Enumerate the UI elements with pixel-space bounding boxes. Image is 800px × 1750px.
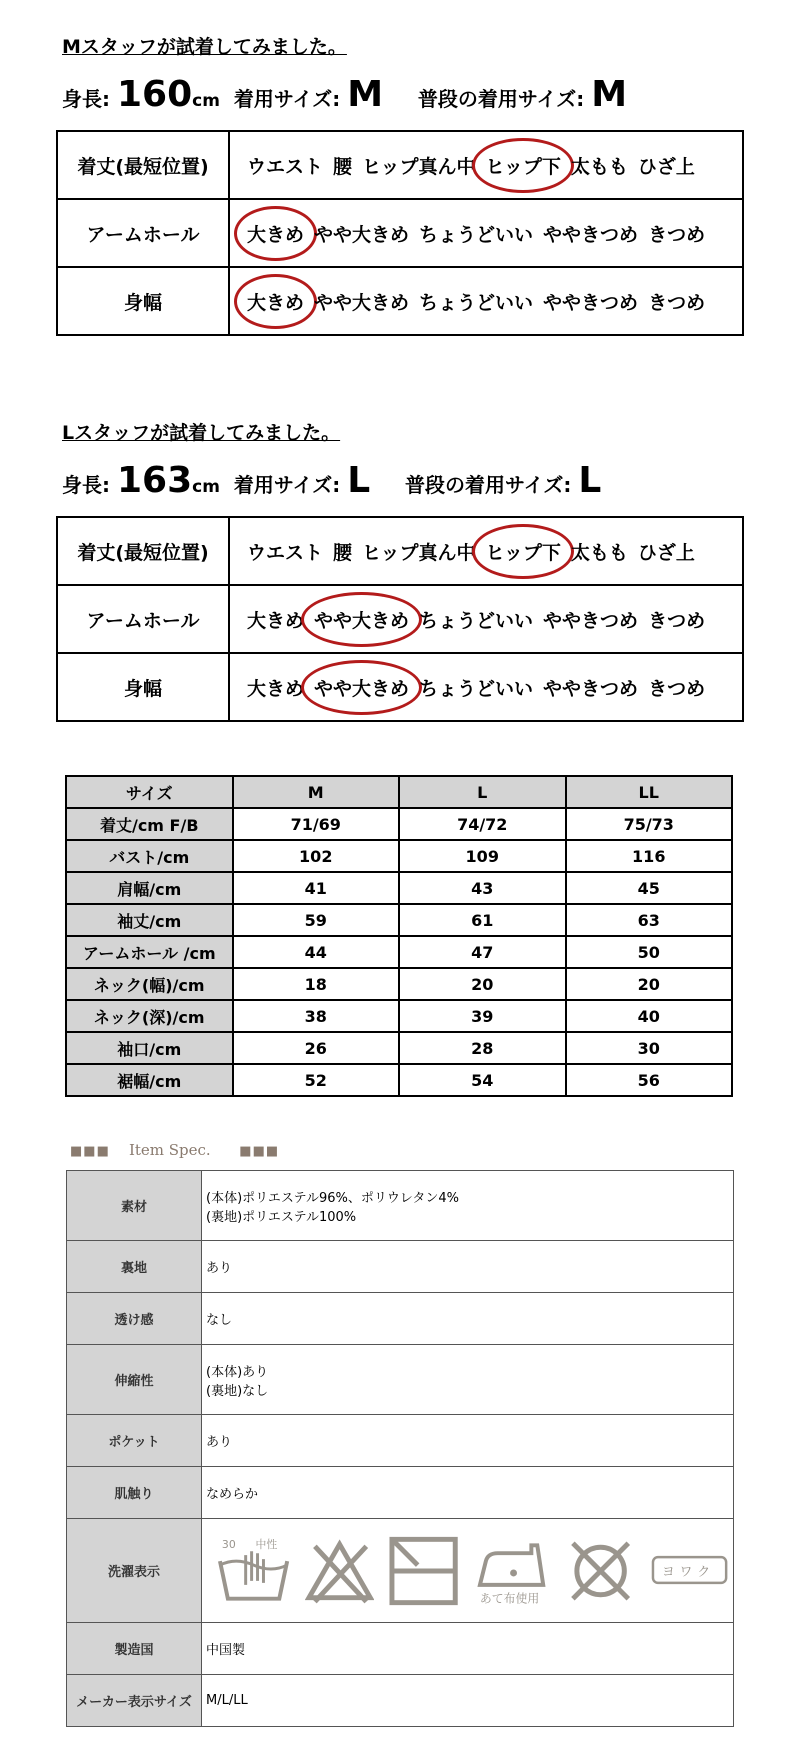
size-value: 41 (233, 872, 400, 904)
size-row (66, 904, 732, 936)
staff-l-title: Lスタッフが試着してみました。 (62, 422, 341, 444)
fit-option: 大きめ (247, 677, 305, 700)
size-value: 56 (566, 1064, 733, 1096)
spec-value-line: (裏地)なし (206, 1383, 269, 1399)
usual-size-label: 普段の着用サイズ: (417, 87, 585, 111)
size-value: 39 (399, 1000, 566, 1032)
fit-row (57, 517, 743, 585)
size-header: M (233, 776, 400, 808)
spec-label: 素材 (67, 1171, 202, 1241)
spec-value (202, 1519, 734, 1623)
fit-option: きつめ (648, 291, 706, 314)
fit-option: 腰 (333, 155, 353, 178)
fit-options (230, 606, 742, 633)
size-value: 116 (566, 840, 733, 872)
size-row (66, 1064, 732, 1096)
size-value: 43 (399, 872, 566, 904)
spec-value (202, 1293, 734, 1345)
wash-temp-text: 30 (221, 1537, 236, 1551)
fit-option: ちょうどいい (419, 609, 534, 632)
no-dry-clean-icon (565, 1535, 636, 1607)
size-row-label: 肩幅/cm (66, 872, 233, 904)
spec-row (67, 1467, 734, 1519)
size-row (66, 872, 732, 904)
fit-option: やや大きめ (314, 291, 410, 314)
size-value: 18 (233, 968, 400, 1000)
size-row (66, 1000, 732, 1032)
staff-l-size-line (62, 460, 601, 501)
size-row-label: 袖口/cm (66, 1032, 233, 1064)
size-value: 59 (233, 904, 400, 936)
fit-option-selected: やや大きめ (309, 674, 414, 701)
hand-wash-icon (216, 1535, 291, 1607)
fit-option-selected: 大きめ (242, 220, 309, 247)
staff-m-size-line (62, 74, 627, 115)
wash-note-text: 中性 (255, 1537, 278, 1551)
fit-option-selected: やや大きめ (309, 606, 414, 633)
spec-value (202, 1623, 734, 1675)
spec-label: 洗濯表示 (67, 1519, 202, 1623)
spec-value-line: なし (206, 1313, 233, 1328)
fit-row-label: アームホール (57, 199, 229, 267)
size-row-label: アームホール /cm (66, 936, 233, 968)
fit-option: ヒップ真ん中 (362, 155, 476, 178)
fit-options-cell (229, 199, 743, 267)
spec-row (67, 1415, 734, 1467)
spec-row (67, 1345, 734, 1415)
spec-row (67, 1241, 734, 1293)
size-value: 40 (566, 1000, 733, 1032)
fit-options (230, 538, 742, 565)
item-spec-heading (70, 1141, 279, 1159)
spec-value-line: M/L/LL (206, 1693, 248, 1708)
fit-option: ややきつめ (543, 609, 639, 632)
fit-option-selected: ヒップ下 (480, 538, 565, 565)
spec-value-line: あり (206, 1435, 233, 1450)
spec-value-line: 中国製 (206, 1643, 246, 1658)
spec-value (202, 1415, 734, 1467)
fit-options (230, 152, 742, 179)
fit-options-cell (229, 517, 743, 585)
fit-option: 太もも (570, 155, 628, 178)
size-value: 102 (233, 840, 400, 872)
heading-marks: ■■■ (70, 1144, 110, 1159)
fit-option: きつめ (648, 223, 706, 246)
size-value: 71/69 (233, 808, 400, 840)
size-header: L (399, 776, 566, 808)
size-row (66, 840, 732, 872)
height-unit: cm (192, 91, 220, 111)
item-spec-title: Item Spec. (128, 1141, 211, 1159)
size-row-label: 着丈/cm F/B (66, 808, 233, 840)
wear-size-label: 着用サイズ: (233, 87, 341, 111)
size-row (66, 936, 732, 968)
size-value: 61 (399, 904, 566, 936)
size-row-label: バスト/cm (66, 840, 233, 872)
size-row (66, 968, 732, 1000)
spec-label: メーカー表示サイズ (67, 1675, 202, 1727)
hang-dry-shade-icon (388, 1535, 459, 1607)
size-chart-table (65, 775, 733, 1097)
size-row-label: 袖丈/cm (66, 904, 233, 936)
iron-note-text: あて布使用 (479, 1591, 539, 1606)
usual-size-value: M (591, 74, 628, 115)
fit-option: やや大きめ (314, 223, 410, 246)
spec-label: ポケット (67, 1415, 202, 1467)
spec-row (67, 1623, 734, 1675)
iron-low-icon (474, 1535, 551, 1607)
fit-row-label: 着丈(最短位置) (57, 131, 229, 199)
fit-option: ちょうどいい (419, 291, 534, 314)
size-chart-header-row (66, 776, 732, 808)
spec-label: 伸縮性 (67, 1345, 202, 1415)
fit-option: ヒップ真ん中 (362, 541, 476, 564)
spec-value-line: (裏地)ポリエステル100% (206, 1209, 357, 1225)
height-label: 身長: (62, 87, 110, 111)
fit-row (57, 585, 743, 653)
wear-size-value: L (347, 460, 371, 501)
size-value: 38 (233, 1000, 400, 1032)
spec-value-line: (本体)ポリエステル96%、ポリウレタン4% (206, 1190, 459, 1206)
spec-value-line: なめらか (206, 1487, 259, 1502)
height-label: 身長: (62, 473, 110, 497)
size-row (66, 808, 732, 840)
size-value: 47 (399, 936, 566, 968)
fit-row (57, 199, 743, 267)
dry-tag-text: ヨワク (661, 1564, 716, 1580)
spec-row (67, 1171, 734, 1241)
fit-row-label: 着丈(最短位置) (57, 517, 229, 585)
fit-option: ややきつめ (543, 291, 639, 314)
size-value: 54 (399, 1064, 566, 1096)
fit-option: ひざ上 (637, 541, 695, 564)
fit-option: ややきつめ (543, 223, 639, 246)
fit-option: ちょうどいい (419, 223, 534, 246)
spec-label: 製造国 (67, 1623, 202, 1675)
spec-value-line: (本体)あり (206, 1364, 269, 1380)
size-value: 74/72 (399, 808, 566, 840)
size-value: 20 (399, 968, 566, 1000)
fit-options-cell (229, 131, 743, 199)
usual-size-label: 普段の着用サイズ: (405, 473, 572, 497)
spec-value (202, 1345, 734, 1415)
fit-row-label: 身幅 (57, 653, 229, 721)
fit-row (57, 131, 743, 199)
size-value: 44 (233, 936, 400, 968)
size-value: 28 (399, 1032, 566, 1064)
fit-row (57, 267, 743, 335)
fit-options (230, 674, 742, 701)
heading-marks: ■■■ (239, 1144, 280, 1159)
spec-row (67, 1293, 734, 1345)
size-row-label: 裾幅/cm (66, 1064, 233, 1096)
item-spec-table (66, 1170, 734, 1727)
size-row-label: ネック(深)/cm (66, 1000, 233, 1032)
fit-option: ウエスト (247, 155, 324, 178)
fit-row (57, 653, 743, 721)
fit-option: きつめ (648, 677, 706, 700)
size-value: 52 (233, 1064, 400, 1096)
spec-value (202, 1171, 734, 1241)
fit-option: きつめ (648, 609, 706, 632)
care-symbols (206, 1535, 729, 1607)
spec-value (202, 1241, 734, 1293)
fit-option: ウエスト (247, 541, 324, 564)
size-value: 50 (566, 936, 733, 968)
fit-row-label: 身幅 (57, 267, 229, 335)
height-value: 163 (116, 460, 193, 501)
height-value: 160 (116, 74, 193, 115)
size-value: 20 (566, 968, 733, 1000)
fit-option: ひざ上 (637, 155, 695, 178)
spec-label: 裏地 (67, 1241, 202, 1293)
fit-option: ちょうどいい (419, 677, 534, 700)
spec-value (202, 1467, 734, 1519)
wear-size-value: M (347, 74, 384, 115)
fit-option-selected: ヒップ下 (480, 152, 565, 179)
size-value: 63 (566, 904, 733, 936)
spec-label: 肌触り (67, 1467, 202, 1519)
staff-m-fit-table (56, 130, 744, 336)
fit-options (230, 220, 742, 247)
dry-clean-weak-icon (650, 1551, 729, 1591)
spec-row (67, 1519, 734, 1623)
fit-option: ややきつめ (543, 677, 639, 700)
spec-row (67, 1675, 734, 1727)
size-row-label: ネック(幅)/cm (66, 968, 233, 1000)
spec-label: 透け感 (67, 1293, 202, 1345)
staff-l-fit-table (56, 516, 744, 722)
size-row (66, 1032, 732, 1064)
no-bleach-icon (305, 1536, 374, 1606)
size-value: 45 (566, 872, 733, 904)
size-value: 26 (233, 1032, 400, 1064)
spec-value-line: あり (206, 1261, 233, 1276)
fit-row-label: アームホール (57, 585, 229, 653)
fit-option: 太もも (570, 541, 628, 564)
fit-options-cell (229, 653, 743, 721)
fit-options-cell (229, 267, 743, 335)
fit-options (230, 288, 742, 315)
wear-size-label: 着用サイズ: (233, 473, 341, 497)
fit-option-selected: 大きめ (242, 288, 309, 315)
size-value: 30 (566, 1032, 733, 1064)
height-unit: cm (192, 477, 220, 497)
spec-value (202, 1675, 734, 1727)
usual-size-value: L (578, 460, 602, 501)
fit-option: 大きめ (247, 609, 305, 632)
fit-option: 腰 (333, 541, 353, 564)
fit-options-cell (229, 585, 743, 653)
staff-m-title: Mスタッフが試着してみました。 (62, 36, 347, 58)
size-header: サイズ (66, 776, 233, 808)
size-value: 75/73 (566, 808, 733, 840)
size-value: 109 (399, 840, 566, 872)
size-header: LL (566, 776, 733, 808)
